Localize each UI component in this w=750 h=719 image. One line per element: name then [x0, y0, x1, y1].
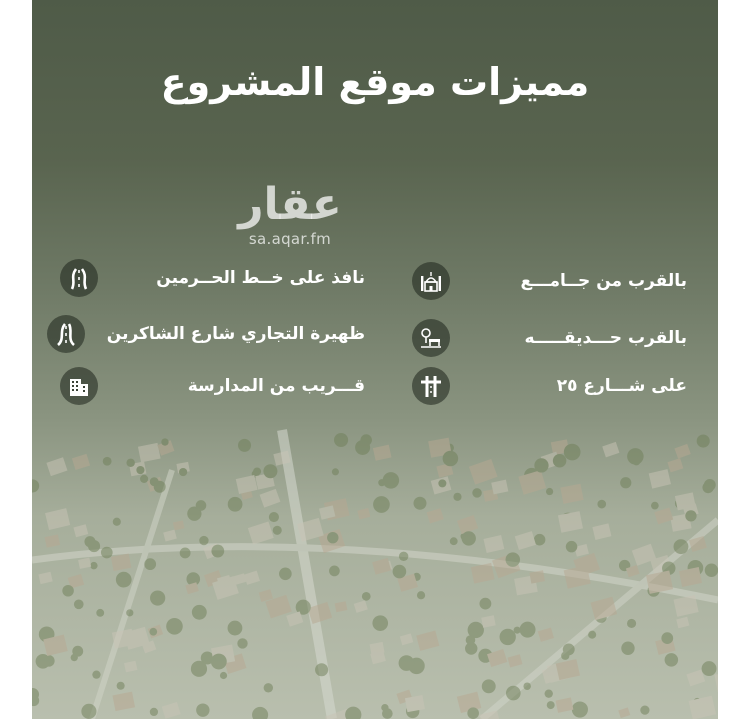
feature-near-mosque — [412, 260, 687, 302]
aerial-neighborhood-image — [32, 0, 718, 719]
road-icon — [60, 259, 98, 297]
feature-near-park — [412, 317, 687, 359]
feature-label: بالقرب من جــامـــع — [520, 271, 687, 291]
promo-card — [32, 0, 718, 719]
logo-url: sa.aqar.fm — [248, 230, 332, 248]
feature-street-25 — [412, 365, 687, 407]
mosque-icon — [412, 262, 450, 300]
feature-label: نافذ على خــط الحــرمين — [156, 268, 365, 288]
feature-label: قـــريب من المدارسة — [187, 376, 365, 396]
feature-haramain-road — [60, 257, 365, 299]
aqar-logo — [230, 180, 350, 248]
page-title: مميزات موقع المشروع — [160, 60, 590, 104]
road-icon — [47, 315, 85, 353]
highway-icon — [412, 367, 450, 405]
building-icon — [60, 367, 98, 405]
feature-label: ظهيرة التجاري شارع الشاكرين — [106, 324, 365, 344]
logo-wordmark: عقار — [238, 179, 342, 230]
feature-near-schools — [60, 365, 365, 407]
feature-shakerin-street — [60, 313, 365, 355]
park-icon — [412, 319, 450, 357]
feature-label: على شـــارع ٢٥ — [556, 376, 687, 396]
feature-label: بالقرب حـــديقـــــه — [524, 328, 687, 348]
